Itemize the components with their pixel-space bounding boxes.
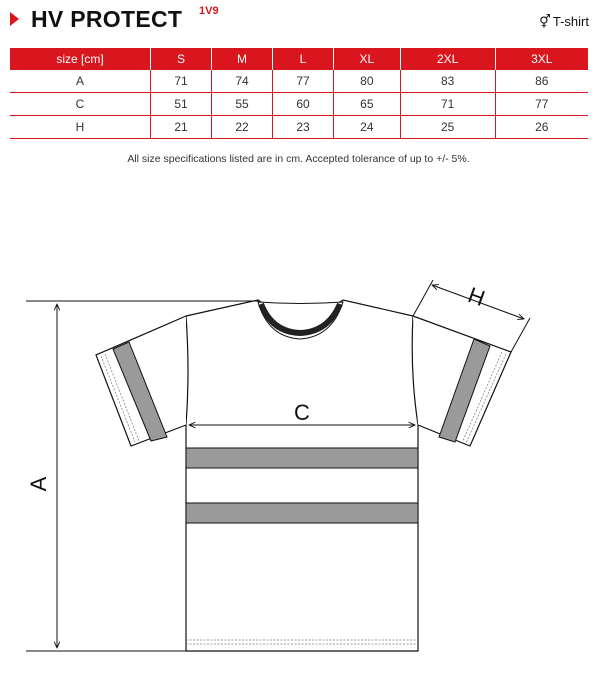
header-cell: L bbox=[273, 48, 334, 70]
table-cell: 25 bbox=[400, 116, 495, 139]
table-cell: 60 bbox=[273, 93, 334, 116]
product-code: 1V9 bbox=[199, 5, 219, 17]
header-cell: 3XL bbox=[495, 48, 588, 70]
reflective-stripe bbox=[186, 503, 418, 523]
table-cell: 77 bbox=[495, 93, 588, 116]
product-title: HV PROTECT bbox=[31, 6, 183, 32]
table-cell: H bbox=[10, 116, 151, 139]
header-cell: S bbox=[151, 48, 212, 70]
unisex-icon: ⚥ bbox=[539, 14, 551, 29]
table-cell: 21 bbox=[151, 116, 212, 139]
header-cell: 2XL bbox=[400, 48, 495, 70]
reflective-stripe bbox=[186, 448, 418, 468]
table-cell: 22 bbox=[212, 116, 273, 139]
dimension-c-label: C bbox=[294, 400, 310, 425]
header-cell: XL bbox=[334, 48, 401, 70]
table-cell: A bbox=[10, 70, 151, 93]
table-cell: 77 bbox=[273, 70, 334, 93]
table-cell: 51 bbox=[151, 93, 212, 116]
table-cell: 26 bbox=[495, 116, 588, 139]
table-cell: 71 bbox=[400, 93, 495, 116]
table-cell: 65 bbox=[334, 93, 401, 116]
tshirt-outline bbox=[96, 300, 511, 651]
table-cell: 55 bbox=[212, 93, 273, 116]
table-cell: 74 bbox=[212, 70, 273, 93]
tolerance-note: All size specifications listed are in cm. Accepted tolerance of up to +/- 5%. bbox=[127, 153, 470, 165]
product-type-label: T-shirt bbox=[552, 14, 589, 29]
table-cell: 86 bbox=[495, 70, 588, 93]
table-cell: C bbox=[10, 93, 151, 116]
table-cell: 24 bbox=[334, 116, 401, 139]
dimension-h-label: H bbox=[464, 282, 489, 312]
table-cell: 83 bbox=[400, 70, 495, 93]
table-cell: 80 bbox=[334, 70, 401, 93]
header-cell: M bbox=[212, 48, 273, 70]
table-cell: 71 bbox=[151, 70, 212, 93]
dimension-a-label: A bbox=[26, 476, 51, 492]
tshirt-body bbox=[186, 300, 418, 651]
header-cell: size [cm] bbox=[10, 48, 151, 70]
table-cell: 23 bbox=[273, 116, 334, 139]
